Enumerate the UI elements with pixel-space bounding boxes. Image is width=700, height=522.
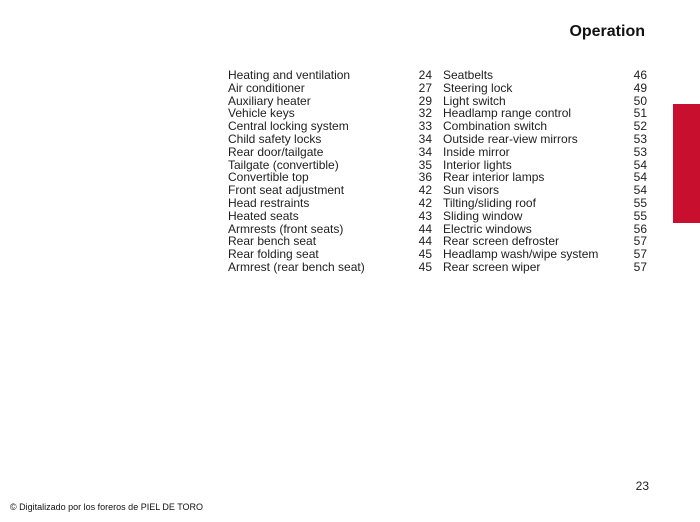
toc-entry-label: Head restraints [228, 195, 310, 210]
toc-entry-label: Light switch [443, 93, 506, 108]
toc-entry-page: 57 [633, 247, 647, 262]
toc-entry-label: Vehicle keys [228, 106, 295, 121]
toc-entry-page: 55 [633, 195, 647, 210]
toc-entry-label: Headlamp wash/wipe system [443, 247, 599, 262]
toc-entry [228, 133, 432, 146]
toc-entry-page: 24 [418, 68, 432, 82]
toc-entry-label: Child safety locks [228, 131, 322, 146]
toc-entry-label: Rear folding seat [228, 247, 319, 262]
toc-entry-page: 53 [633, 131, 647, 146]
page-number: 23 [635, 479, 649, 493]
toc-entry-label: Heating and ventilation [228, 68, 351, 82]
toc-entry [443, 210, 647, 223]
toc-entry-label: Armrest (rear bench seat) [228, 259, 365, 274]
toc-entry-page: 35 [418, 157, 432, 172]
toc-entry-page: 29 [418, 93, 432, 108]
toc-entry [443, 146, 647, 159]
toc-entry-page: 54 [633, 157, 647, 172]
toc-entry-page: 27 [418, 80, 432, 95]
toc-entry [443, 82, 647, 95]
toc-entry-label: Electric windows [443, 221, 532, 236]
toc-entry [443, 69, 647, 82]
toc-entry-page: 56 [633, 221, 647, 236]
toc-entry-label: Air conditioner [228, 80, 305, 95]
toc-entry [228, 210, 432, 223]
toc-entry [443, 261, 647, 274]
toc-column-left [228, 69, 432, 274]
toc-entry-page: 57 [633, 259, 647, 274]
toc-entry-label: Convertible top [228, 170, 309, 185]
toc-entry-page: 55 [633, 208, 647, 223]
toc-entry-label: Steering lock [443, 80, 513, 95]
section-color-tab [673, 104, 700, 223]
toc-entry [228, 146, 432, 159]
toc-entry-label: Armrests (front seats) [228, 221, 344, 236]
scan-credit: © Digitalizado por los foreros de PIEL DE TORO [10, 502, 204, 512]
toc-entry [228, 261, 432, 274]
toc-entry-page: 33 [418, 119, 432, 134]
section-title: Operation [569, 23, 645, 40]
toc-entry-page: 49 [633, 80, 647, 95]
toc-entry-page: 54 [633, 183, 647, 198]
toc-entry-label: Rear screen defroster [443, 234, 560, 249]
toc-entry-page: 46 [633, 68, 647, 82]
toc-entry-page: 44 [418, 221, 432, 236]
toc-entry-page: 57 [633, 234, 647, 249]
toc-entry-page: 32 [418, 106, 432, 121]
toc-entry-label: Tilting/sliding roof [443, 195, 536, 210]
toc-entry-label: Rear interior lamps [443, 170, 545, 185]
toc-entry-label: Auxiliary heater [228, 93, 311, 108]
toc-entry-label: Sun visors [443, 183, 500, 198]
toc-entry [443, 133, 647, 146]
toc-entry [228, 197, 432, 210]
toc-entry [228, 69, 432, 82]
toc-entry [443, 197, 647, 210]
toc-entry-label: Rear door/tailgate [228, 144, 324, 159]
toc-entry-label: Interior lights [443, 157, 512, 172]
toc-entry-page: 45 [418, 247, 432, 262]
toc-entry-label: Headlamp range control [443, 106, 572, 121]
toc-entry [228, 82, 432, 95]
toc-entry-label: Tailgate (convertible) [228, 157, 339, 172]
toc-entry-page: 51 [633, 106, 647, 121]
toc-entry-label: Front seat adjustment [228, 183, 345, 198]
toc-entry-label: Combination switch [443, 119, 548, 134]
toc-entry-page: 36 [418, 170, 432, 185]
toc-entry-page: 34 [418, 131, 432, 146]
toc-column-right [443, 69, 647, 274]
toc-entry-page: 43 [418, 208, 432, 223]
toc-entry-page: 53 [633, 144, 647, 159]
toc-entry-label: Inside mirror [443, 144, 510, 159]
toc-entry-page: 42 [418, 195, 432, 210]
toc-entry-page: 44 [418, 234, 432, 249]
toc-entry-label: Rear screen wiper [443, 259, 541, 274]
toc-entry-label: Sliding window [443, 208, 523, 223]
toc-entry-page: 54 [633, 170, 647, 185]
toc-entry-page: 50 [633, 93, 647, 108]
toc-entry-label: Seatbelts [443, 68, 494, 82]
toc-entry-label: Outside rear-view mirrors [443, 131, 578, 146]
toc-entry-page: 52 [633, 119, 647, 134]
toc-entry-page: 34 [418, 144, 432, 159]
toc-entry-page: 42 [418, 183, 432, 198]
toc-entry-label: Heated seats [228, 208, 299, 223]
toc-entry-page: 45 [418, 259, 432, 274]
toc-entry-label: Rear bench seat [228, 234, 317, 249]
toc-entry-label: Central locking system [228, 119, 349, 134]
